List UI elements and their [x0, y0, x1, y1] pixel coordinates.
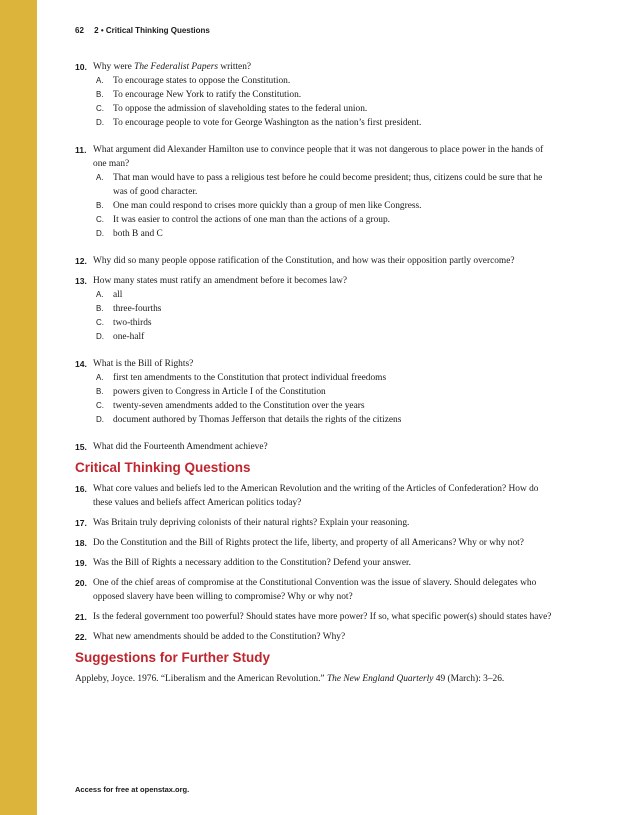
answer-options: [93, 371, 555, 427]
question-13: [75, 274, 555, 344]
option-d: D. one-half: [96, 332, 145, 342]
question-10: [75, 60, 555, 130]
question-text: What argument did Alexander Hamilton use to convince people that it was not dangerous to place power in the hands of one man?: [93, 145, 544, 169]
option-d: D. To encourage people to vote for George Washington as the nation’s first president.: [96, 118, 422, 128]
question-number: 12.: [75, 256, 87, 266]
further-study-heading: Suggestions for Further Study: [75, 650, 271, 665]
question-text: Is the federal government too powerful? Should states have more power? If so, what specific power(s) should states have?: [93, 612, 552, 622]
reference-entry: Appleby, Joyce. 1976. “Liberalism and the American Revolution.” The New England Quarterly 49 (March): 3–26.: [75, 674, 505, 684]
page-footer: Access for free at openstax.org.: [75, 785, 190, 794]
option-d: D. both B and C: [96, 229, 163, 239]
question-22: 22. What new amendments should be added to the Constitution? Why?: [75, 630, 555, 644]
question-18: 18. Do the Constitution and the Bill of Rights protect the life, liberty, and property of all Americans? Why or why not?: [75, 536, 555, 550]
question-20: 20. One of the chief areas of compromise at the Constitutional Convention was the issue of slavery. Should delegates who opposed slavery have been willing to compromise? Why or why not?: [75, 576, 555, 604]
journal-title: The New England Quarterly: [326, 674, 434, 684]
question-text: Do the Constitution and the Bill of Rights protect the life, liberty, and property of all Americans? Why or why not?: [93, 538, 524, 548]
question-text: What is the Bill of Rights?: [93, 359, 194, 369]
question-text: What new amendments should be added to the Constitution? Why?: [93, 632, 346, 642]
question-16: 16. What core values and beliefs led to the American Revolution and the writing of the Articles of Confederation? How do these values and beliefs affect American politics today?: [75, 482, 555, 510]
critical-thinking-heading: Critical Thinking Questions: [75, 460, 251, 475]
question-text: What core values and beliefs led to the American Revolution and the writing of the Articles of Confederation? How do these values and beliefs affect American politics today?: [93, 484, 539, 508]
question-number: 15.: [75, 442, 87, 452]
question-19: 19. Was the Bill of Rights a necessary addition to the Constitution? Defend your answer.: [75, 556, 555, 570]
question-number: 13.: [75, 276, 87, 286]
option-b: B. powers given to Congress in Article I of the Constitution: [96, 387, 326, 397]
option-c: C. two-thirds: [96, 318, 152, 328]
chapter-color-bar: [0, 0, 37, 815]
question-text: Why were The Federalist Papers written?: [93, 62, 252, 72]
question-number: 11.: [75, 145, 87, 155]
question-text: How many states must ratify an amendment before it becomes law?: [93, 276, 348, 286]
option-c: C. twenty-seven amendments added to the Constitution over the years: [96, 401, 365, 411]
option-a: A. That man would have to pass a religious test before he could become president; thus, citizens could be sure that he was of good character.: [96, 173, 543, 197]
book-title: The Federalist Papers: [134, 62, 218, 72]
running-header: [75, 26, 210, 35]
question-text: Was the Bill of Rights a necessary addition to the Constitution? Defend your answer.: [93, 558, 411, 568]
page-number: 62: [75, 26, 84, 35]
question-12: [75, 254, 555, 268]
option-b: B. To encourage New York to ratify the Constitution.: [96, 90, 302, 100]
answer-options: [93, 288, 555, 344]
question-text: What did the Fourteenth Amendment achieve?: [93, 442, 268, 452]
question-text: Was Britain truly depriving colonists of their natural rights? Explain your reasoning.: [93, 518, 410, 528]
option-c: C. It was easier to control the actions of one man than the actions of a group.: [96, 215, 390, 225]
option-c: C. To oppose the admission of slaveholding states to the federal union.: [96, 104, 368, 114]
page-content: [75, 60, 555, 686]
question-number: 10.: [75, 62, 87, 72]
question-15: [75, 440, 555, 454]
question-number: 14.: [75, 359, 87, 369]
question-11: [75, 143, 555, 241]
option-b: B. three-fourths: [96, 304, 162, 314]
question-21: 21. Is the federal government too powerful? Should states have more power? If so, what specific power(s) should states have?: [75, 610, 555, 624]
option-a: A. all: [96, 290, 123, 300]
question-text: Why did so many people oppose ratification of the Constitution, and how was their opposition partly overcome?: [93, 256, 515, 266]
option-d: D. document authored by Thomas Jefferson that details the rights of the citizens: [96, 415, 402, 425]
option-b: B. One man could respond to crises more quickly than a group of men like Congress.: [96, 201, 422, 211]
question-17: 17. Was Britain truly depriving colonists of their natural rights? Explain your reasoning.: [75, 516, 555, 530]
option-a: A. first ten amendments to the Constitution that protect individual freedoms: [96, 373, 387, 383]
question-text: One of the chief areas of compromise at the Constitutional Convention was the issue of slavery. Should delegates who opposed slavery have been willing to compromise? Why or why not?: [93, 578, 537, 602]
answer-options: [93, 171, 555, 241]
answer-options: [93, 74, 555, 130]
option-a: A. To encourage states to oppose the Constitution.: [96, 76, 291, 86]
question-14: [75, 357, 555, 427]
chapter-title: 2 • Critical Thinking Questions: [94, 26, 210, 35]
